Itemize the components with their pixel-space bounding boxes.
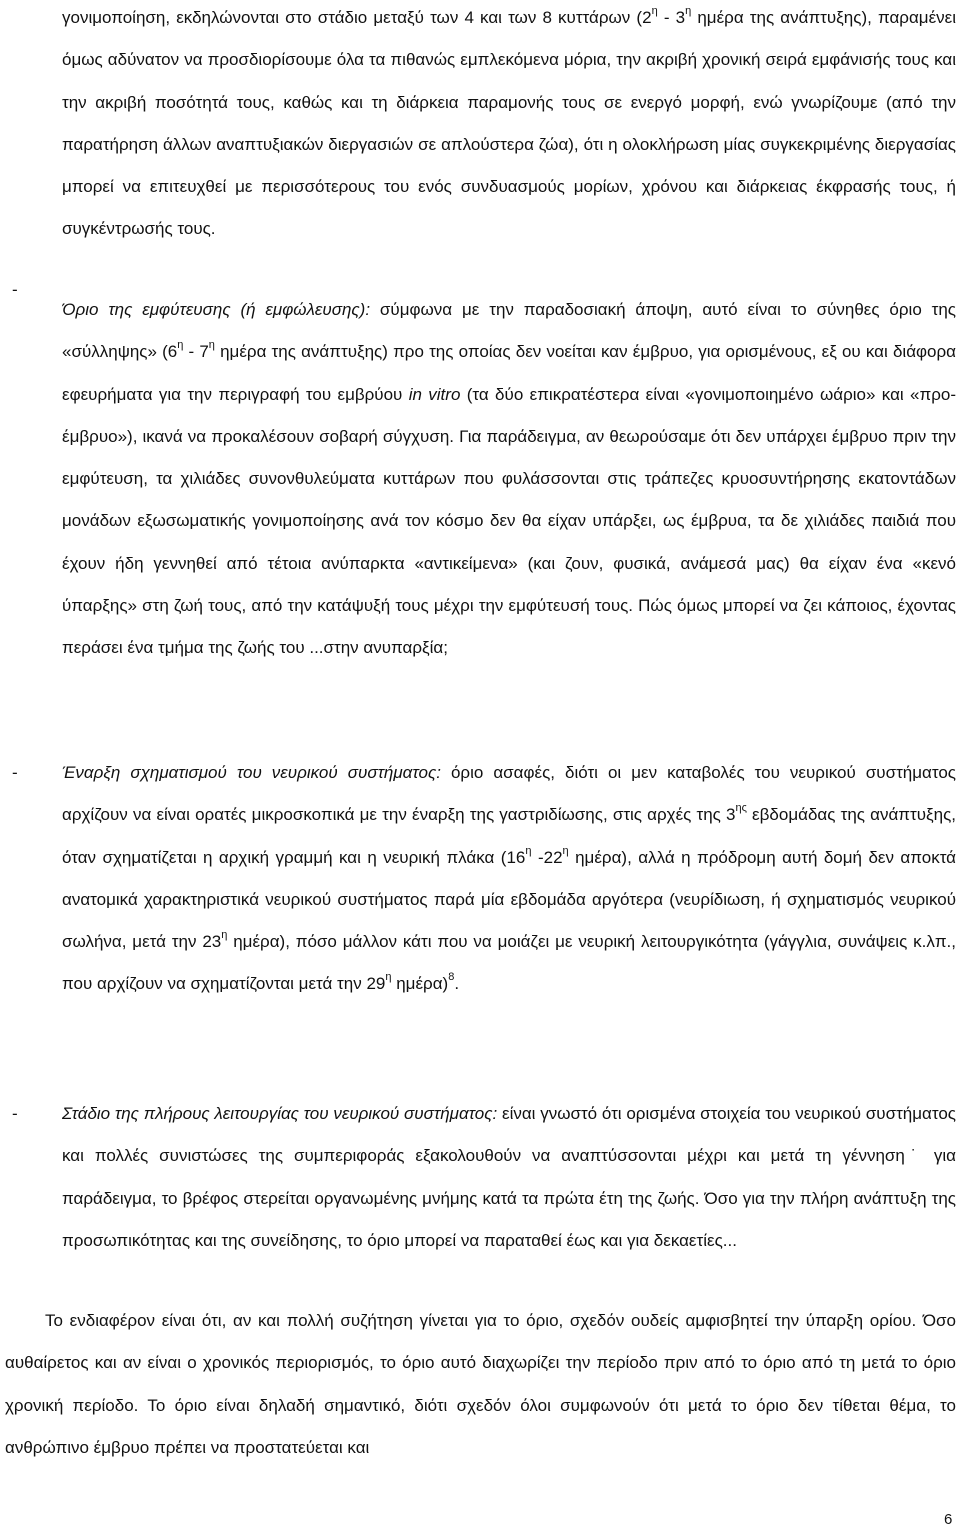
superscript: η bbox=[385, 971, 392, 984]
page-number: 6 bbox=[944, 1511, 953, 1528]
item-text: ημέρα) bbox=[391, 974, 449, 994]
item-term: Στάδιο της πλήρους λειτουργίας του νευρικού συστήματος: bbox=[62, 1104, 498, 1123]
paragraph-text: γονιμοποίηση, εκδηλώνονται στο στάδιο μεταξύ των 4 και των 8 κυττάρων (2 bbox=[62, 8, 652, 27]
superscript: η bbox=[685, 5, 692, 17]
list-item-implantation bbox=[62, 289, 956, 670]
item-text: εβδομάδας της ανάπτυξης, όταν σχηματίζεται η αρχική γραμμή και η νευρική πλάκα (16 bbox=[62, 805, 956, 867]
item-term: Έναρξη σχηματισμού του νευρικού συστήματος: bbox=[62, 763, 441, 782]
list-bullet-dash: - bbox=[12, 280, 18, 299]
list-item-nervous-system-onset bbox=[62, 752, 956, 1006]
list-bullet-dash: - bbox=[12, 1104, 18, 1123]
item-text: είναι γνωστό ότι ορισμένα στοιχεία του νευρικού συστήματος και πολλές συνιστώσες της συμπεριφοράς εξακολουθούν να αναπτύσσονται μέχρι και μετά τη γέννηση˙ για παράδειγμα, το βρέφος στερείται οργανωμένης μνήμης κατά τα πρώτα έτη της ζωής. Όσο για την πλήρη ανάπτυξη της προσωπικότητας και της συνείδησης, το όριο μπορεί να παραταθεί έως και για δεκαετίες... bbox=[62, 1104, 956, 1250]
superscript: η bbox=[177, 339, 184, 352]
item-text: ημέρα της ανάπτυξης) προ της οποίας δεν νοείται καν έμβρυο, για ορισμένους, εξ ου και διάφορα εφευρήματα για την περιγραφή του εμβρύου bbox=[62, 342, 956, 404]
continuation-paragraph bbox=[62, 0, 956, 251]
latin-phrase: in vitro bbox=[408, 384, 461, 404]
superscript: η bbox=[562, 844, 569, 857]
item-text: σύμφωνα με την παραδοσιακή άποψη, αυτό είναι το σύνηθες όριο της «σύλληψης» (6 bbox=[62, 300, 956, 362]
footnote-reference: 8 bbox=[448, 971, 455, 984]
item-text: . bbox=[454, 974, 460, 994]
list-bullet-dash: - bbox=[12, 763, 18, 782]
item-text: (τα δύο επικρατέστερα είναι «γονιμοποιημένο ωάριο» και «προ-έμβρυο»), ικανά να προκαλέσουν σοβαρή σύγχυση. Για παράδειγμα, αν θεωρούσαμε ότι δεν υπάρχει έμβρυο πριν την εμφύτευση, τα χιλιάδες συνονθυλεύματα κυττάρων που φυλάσσονται στις τράπεζες κρυοσυντήρησης εκατοντάδων μονάδων εξωσωματικής γονιμοποίησης ανά τον κόσμο δεν θα είχαν υπάρξει, ως έμβρυα, τα δε χιλιάδες παιδιά που έχουν ήδη γεννηθεί από τέτοια ανύπαρκτα «αντικείμενα» (και ζουν, φυσικά, ανάμεσά μας) θα είχαν ένα «κενό ύπαρξης» στη ζωή τους, από την κατάψυξή τους μέχρι την εμφύτευσή τους. Πώς όμως μπορεί να ζει κάποιος, έχοντας περάσει ένα τμήμα της ζωής του ...στην ανυπαρξία; bbox=[62, 384, 956, 658]
list-item-full-nervous-function bbox=[62, 1093, 956, 1262]
superscript: η bbox=[525, 844, 532, 857]
paragraph-text: - 3 bbox=[657, 8, 686, 27]
superscript: η bbox=[221, 929, 228, 942]
paragraph-text: ημέρα της ανάπτυξης), παραμένει όμως αδύνατον να προσδιορίσουμε όλα τα πιθανώς εμπλεκόμενα μόρια, την ακριβή χρονική σειρά εμφάνισής τους και την ακριβή ποσότητά τους, καθώς και τη διάρκεια παραμονής τους σε ενεργό μορφή, ενώ γνωρίζουμε (από την παρατήρηση άλλων αναπτυξιακών διεργασιών σε απλούστερα ζώα), ότι η ολοκλήρωση μίας συγκεκριμένης διεργασίας μπορεί να επιτευχθεί με περισσότερους του ενός συνδυασμούς μορίων, χρόνου και διάρκειας έκφρασής τους, ή συγκέντρωσής τους. bbox=[62, 8, 957, 239]
superscript: η bbox=[651, 5, 658, 17]
item-text: - 7 bbox=[183, 342, 209, 362]
item-text: ημέρα), αλλά η πρόδρομη αυτή δομή δεν αποκτά ανατομικά χαρακτηριστικά νευρικού συστήματος παρά μία εβδομάδα αργότερα (νευρίδιωση, ή σχηματισμός νευρικού σωλήνα, μετά την 23 bbox=[62, 847, 957, 952]
superscript: η bbox=[208, 339, 215, 352]
item-text: ημέρα), πόσο μάλλον κάτι που να μοιάζει με νευρική λειτουργικότητα (γάγγλια, συνάψεις κ.λπ., που αρχίζουν να σχηματίζονται μετά την 29 bbox=[62, 932, 957, 994]
item-text: όριο ασαφές, διότι οι μεν καταβολές του νευρικού συστήματος αρχίζουν να είναι ορατές μικροσκοπικά με την έναρξη της γαστριδίωσης, στις αρχές της 3 bbox=[62, 763, 956, 825]
item-term: Όριο της εμφύτευσης (ή εμφώλευσης): bbox=[62, 300, 371, 319]
superscript: ης bbox=[735, 802, 747, 815]
item-text: -22 bbox=[531, 847, 563, 867]
paragraph-text: Το ενδιαφέρον είναι ότι, αν και πολλή συζήτηση γίνεται για το όριο, σχεδόν ουδείς αμφισβητεί την ύπαρξη ορίου. Όσο αυθαίρετος και αν είναι ο χρονικός περιορισμός, το όριο αυτό διαχωρίζει την περίοδο πριν από το όριο από τη μετά το όριο χρονική περίοδο. Το όριο είναι δηλαδή σημαντικό, διότι σχεδόν όλοι συμφωνούν ότι μετά το όριο δεν τίθεται θέμα, το ανθρώπινο έμβρυο πρέπει να προστατεύεται και bbox=[5, 1311, 956, 1457]
closing-paragraph bbox=[5, 1300, 956, 1469]
